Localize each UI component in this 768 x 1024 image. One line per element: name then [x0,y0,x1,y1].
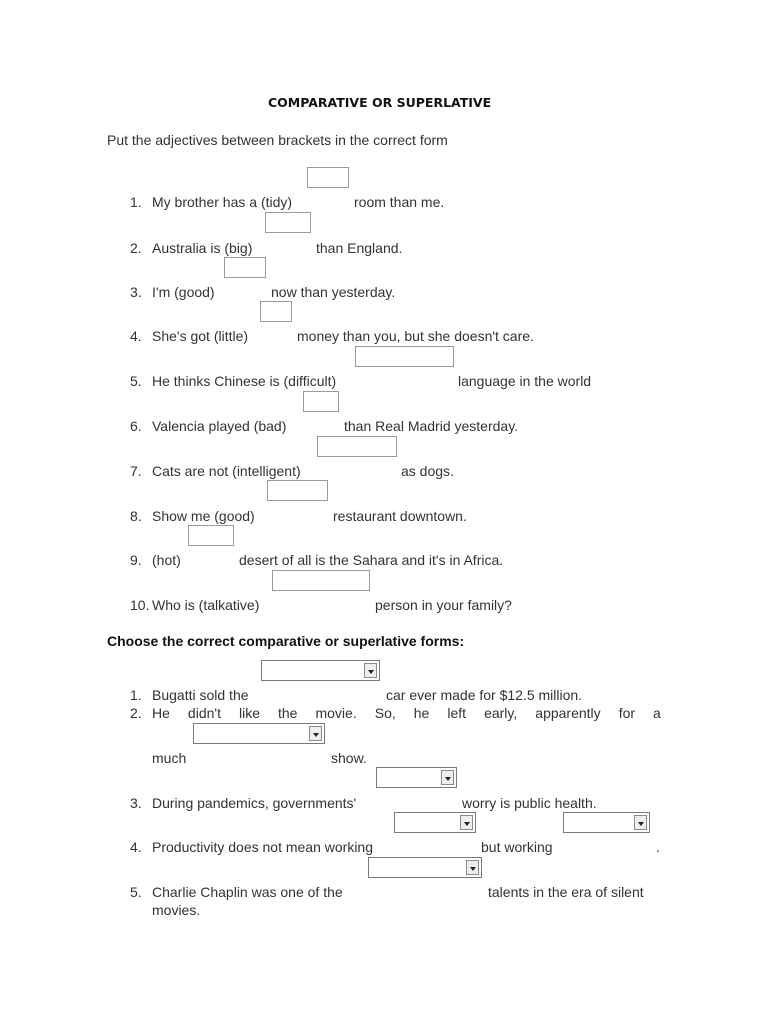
answer-box-10[interactable] [272,570,370,591]
word: movie. [315,705,357,721]
answer-dropdown-4a[interactable] [394,812,476,833]
chevron-down-icon [441,770,454,785]
chevron-down-icon [466,860,479,875]
item-text: Australia is (big) [152,240,253,256]
answer-box-2[interactable] [265,212,311,233]
item-number: 8. [130,508,142,524]
item-number: 3. [130,284,142,300]
answer-box-9[interactable] [188,525,234,546]
chevron-down-icon [634,815,647,830]
answer-dropdown-4b[interactable] [563,812,650,833]
item-number: 4. [130,328,142,344]
item-text: room than me. [354,194,445,210]
item-text: I'm (good) [152,284,215,300]
item-text: talents in the era of silent [488,884,644,900]
item-text: (hot) [152,552,181,568]
item-text: She's got (little) [152,328,249,344]
chevron-down-icon [460,815,473,830]
item-text: Cats are not (intelligent) [152,463,301,479]
item-text: restaurant downtown. [333,508,467,524]
item-text: . [656,839,660,855]
item-number: 3. [130,795,142,811]
answer-box-8[interactable] [267,480,328,501]
item-number: 1. [130,687,142,703]
item-number: 4. [130,839,142,855]
item-text: person in your family? [375,597,512,613]
word: for [618,705,636,721]
item-text: My brother has a (tidy) [152,194,293,210]
item-text: show. [331,750,367,766]
item-text: movies. [152,902,201,918]
answer-box-5[interactable] [355,346,454,367]
chevron-down-icon [309,726,322,741]
answer-box-7[interactable] [317,436,397,457]
item-text: but working [481,839,553,855]
answer-box-6[interactable] [303,391,339,412]
item-text: He thinks Chinese is (difficult) [152,373,337,389]
page-title: COMPARATIVE OR SUPERLATIVE [268,95,492,110]
word: left [447,705,467,721]
answer-box-4[interactable] [260,301,292,322]
word: a [653,705,661,721]
item-number: 5. [130,373,142,389]
word: So, [374,705,396,721]
answer-dropdown-3[interactable] [376,767,457,788]
word: early, [484,705,518,721]
instruction-part1: Put the adjectives between brackets in the correct form [107,132,448,148]
word: apparently [535,705,601,721]
word: he [413,705,430,721]
item-text: Bugatti sold the [152,687,249,703]
item-text: money than you, but she doesn't care. [297,328,534,344]
item-text: much [152,750,187,766]
item-text: Productivity does not mean working [152,839,373,855]
item-text: now than yesterday. [271,284,396,300]
item-text: as dogs. [401,463,454,479]
word: the [278,705,298,721]
word: didn't [187,705,221,721]
item-text: Show me (good) [152,508,255,524]
word: He [152,705,170,721]
item-text: than Real Madrid yesterday. [344,418,519,434]
word: like [238,705,260,721]
item-text: language in the world [458,373,592,389]
item-number: 2. [130,240,142,256]
item-text: Who is (talkative) [152,597,260,613]
chevron-down-icon [364,663,377,678]
item-number: 2. [130,705,142,721]
item-number: 6. [130,418,142,434]
item-text: Valencia played (bad) [152,418,287,434]
item-text: car ever made for $12.5 million. [386,687,583,703]
item-number: 5. [130,884,142,900]
answer-box-1[interactable] [307,167,349,188]
item-text: desert of all is the Sahara and it's in Africa. [239,552,504,568]
item-number: 7. [130,463,142,479]
item-text: than England. [316,240,403,256]
answer-dropdown-5[interactable] [368,857,482,878]
answer-dropdown-1[interactable] [261,660,380,681]
item-number: 1. [130,194,142,210]
item-number: 10. [130,597,150,613]
item-number: 9. [130,552,142,568]
answer-box-3[interactable] [224,257,266,278]
item-text-justified [152,705,661,721]
answer-dropdown-2[interactable] [193,723,325,744]
item-text: Charlie Chaplin was one of the [152,884,343,900]
instruction-part2: Choose the correct comparative or superlative forms: [107,633,465,649]
item-text: worry is public health. [462,795,597,811]
item-text: During pandemics, governments' [152,795,357,811]
